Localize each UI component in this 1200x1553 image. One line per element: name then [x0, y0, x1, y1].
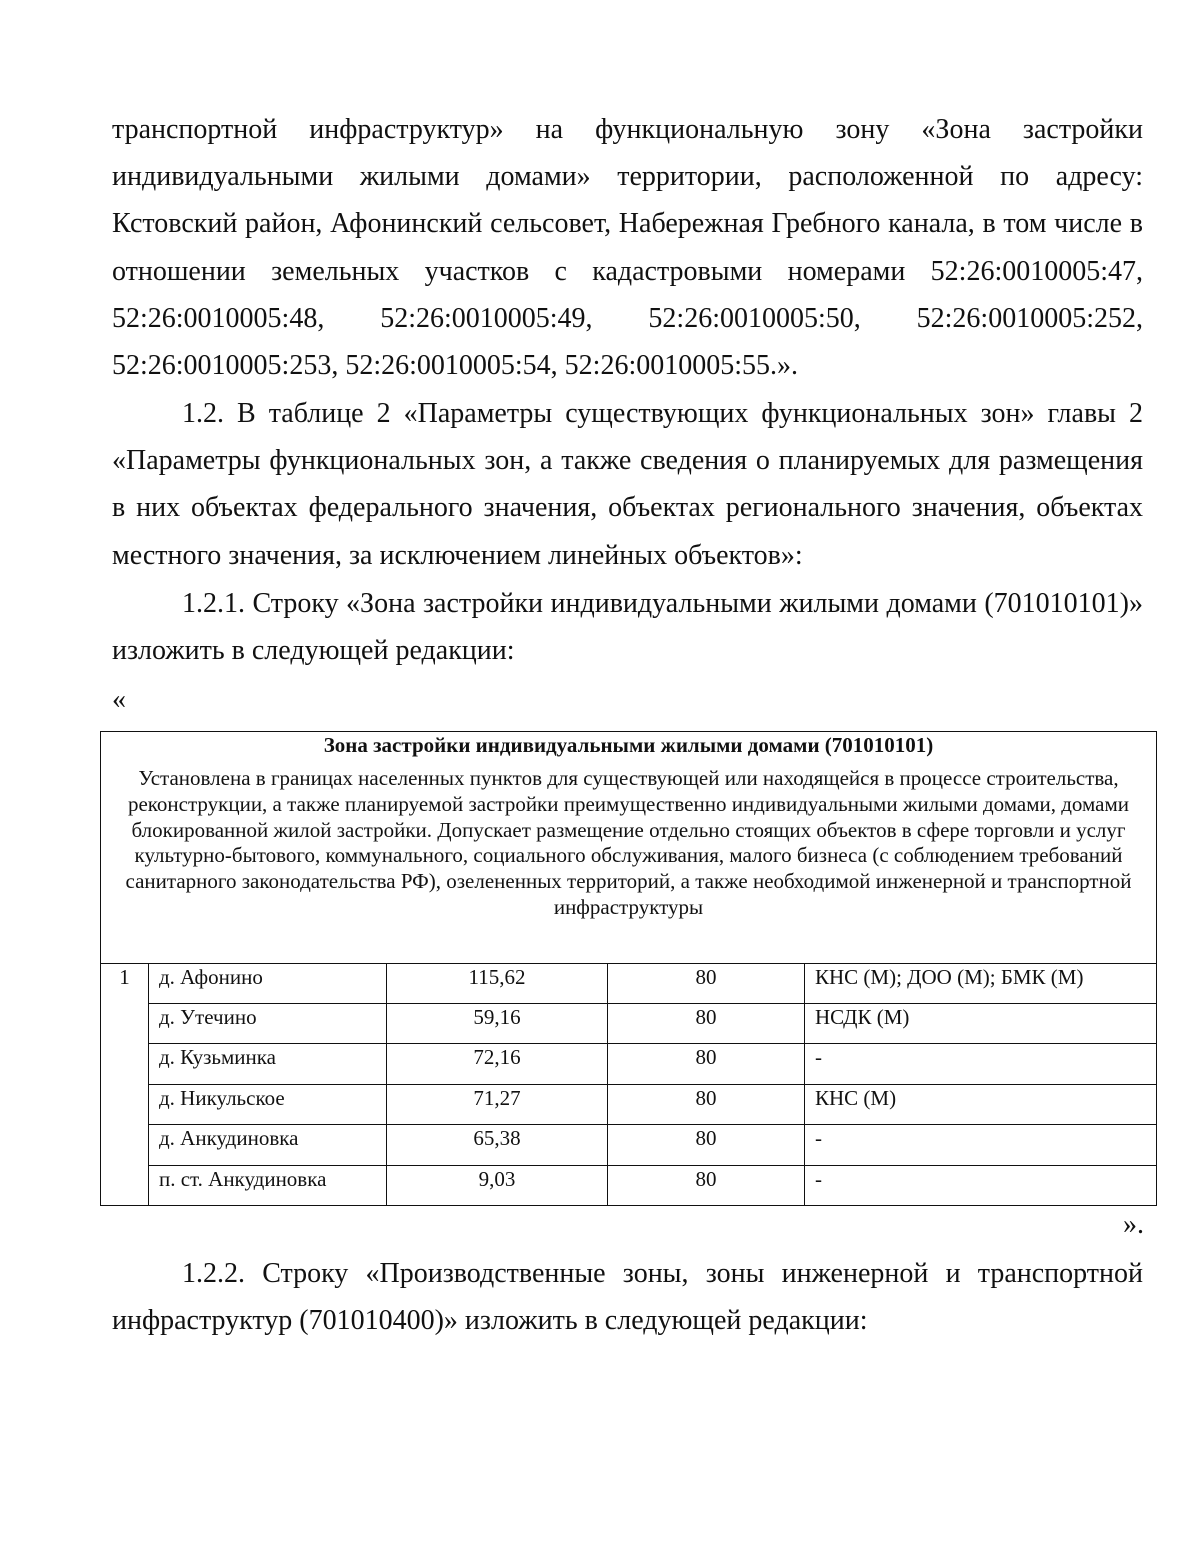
area-value: 65,38	[387, 1125, 608, 1165]
paragraph-1-2: 1.2. В таблице 2 «Параметры существующих функциональных зон» главы 2 «Параметры функциональных зон, а также сведения о планируемых для размещения в них объектах федерального значения, объектах регионального значения, объектах местного значения, за исключением линейных объектов»:	[112, 398, 1143, 571]
planned-objects: -	[805, 1165, 1157, 1205]
percent-value: 80	[608, 1003, 805, 1043]
opening-quote: «	[112, 684, 126, 715]
zone-header-cell	[101, 732, 1157, 964]
percent-value: 80	[608, 1125, 805, 1165]
planned-objects: КНС (М); ДОО (М); БМК (М)	[805, 963, 1157, 1003]
planned-objects: -	[805, 1125, 1157, 1165]
settlement-name: д. Кузьминка	[149, 1044, 387, 1084]
settlement-name: п. ст. Анкудиновка	[149, 1165, 387, 1205]
zone-description: Установлена в границах населенных пунктов для существующей или находящейся в процессе строительства, реконструкции, а также планируемой застройки преимущественно индивидуальными жилыми домами, домами блокированной жилой застройки. Допускает размещение отдельно стоящих объектов в сфере торговли и услуг культурно-бытового, коммунального, социального обслуживания, малого бизнеса (с соблюдением требований санитарного законодательства РФ), озелененных территорий, а также необходимой инженерной и транспортной инфраструктуры	[125, 766, 1132, 919]
area-value: 9,03	[387, 1165, 608, 1205]
percent-value: 80	[608, 963, 805, 1003]
closing-quote: ».	[1123, 1209, 1144, 1240]
settlement-name: д. Никульское	[149, 1084, 387, 1124]
percent-value: 80	[608, 1084, 805, 1124]
table-row	[101, 1125, 1157, 1165]
paragraph-1-2-2: 1.2.2. Строку «Производственные зоны, зоны инженерной и транспортной инфраструктур (701010400)» изложить в следующей редакции:	[112, 1258, 1143, 1337]
settlement-name: д. Анкудиновка	[149, 1125, 387, 1165]
paragraph-intro: транспортной инфраструктур» на функциональную зону «Зона застройки индивидуальными жилыми домами» территории, расположенной по адресу: Кстовский район, Афонинский сельсовет, Набережная Гребного канала, в том числе в отношении земельных участков с кадастровыми номерами 52:26:0010005:47, 52:26:0010005:48, 52:26:0010005:49, 52:26:0010005:50, 52:26:0010005:252, 52:26:0010005:253, 52:26:0010005:54, 52:26:0010005:55.».	[112, 114, 1143, 382]
table-row	[101, 963, 1157, 1003]
settlement-name: д. Афонино	[149, 963, 387, 1003]
table-row	[101, 1044, 1157, 1084]
area-value: 71,27	[387, 1084, 608, 1124]
paragraph-1-2-1: 1.2.1. Строку «Зона застройки индивидуальными жилыми домами (701010101)» изложить в следующей редакции:	[112, 588, 1143, 667]
area-value: 115,62	[387, 963, 608, 1003]
zone-table-header-row	[101, 732, 1157, 964]
planned-objects: НСДК (М)	[805, 1003, 1157, 1043]
planned-objects: КНС (М)	[805, 1084, 1157, 1124]
zone-table	[100, 731, 1157, 1206]
zone-title: Зона застройки индивидуальными жилыми домами (701010101)	[323, 733, 934, 757]
row-number: 1	[101, 963, 149, 1205]
settlement-name: д. Утечино	[149, 1003, 387, 1043]
table-row	[101, 1003, 1157, 1043]
planned-objects: -	[805, 1044, 1157, 1084]
table-row	[101, 1165, 1157, 1205]
table-row	[101, 1084, 1157, 1124]
percent-value: 80	[608, 1165, 805, 1205]
area-value: 59,16	[387, 1003, 608, 1043]
area-value: 72,16	[387, 1044, 608, 1084]
percent-value: 80	[608, 1044, 805, 1084]
